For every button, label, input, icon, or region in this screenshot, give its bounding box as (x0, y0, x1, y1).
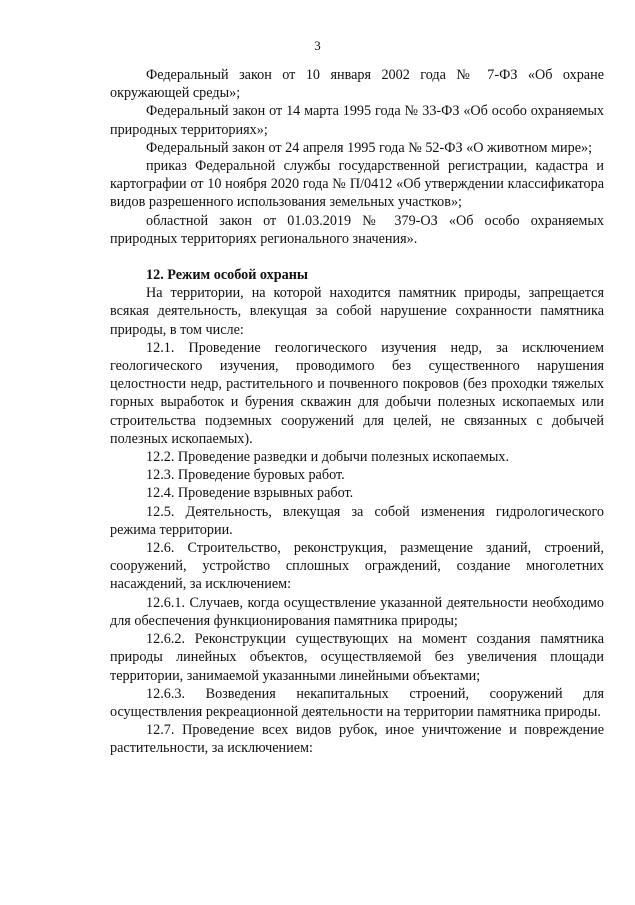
paragraph-regional-law: областной закон от 01.03.2019 № 379-ОЗ «Об особо охраняемых природных территориях регионального значения». (110, 212, 604, 247)
paragraph-12-6-1: 12.6.1. Случаев, когда осуществление указанной деятельности необходимо для обеспечения функционирования памятника природы; (110, 594, 604, 629)
section-heading: 12. Режим особой охраны (146, 267, 309, 284)
paragraph-order-rosreestr: приказ Федеральной службы государственной регистрации, кадастра и картографии от 10 ноября 2020 года № П/0412 «Об утверждении классификатора видов разрешенного использования земельных участков»; (110, 158, 604, 211)
paragraph-12-4: 12.4. Проведение взрывных работ. (146, 485, 354, 502)
paragraph-law-52fz: Федеральный закон от 24 апреля 1995 года № 52-ФЗ «О животном мире»; (146, 139, 593, 156)
page-number: 3 (314, 38, 321, 53)
document-body (110, 66, 604, 758)
paragraph-12-1: 12.1. Проведение геологического изучения недр, за исключением геологического изучения, проводимого без существенного нарушения целостности недр, растительного и почвенного покровов (без проходки тяжелых горных выработок и бурения скважин для добычи полезных ископаемых или строительства подземных сооружений для целей, не связанных с добычей полезных ископаемых). (110, 339, 604, 447)
paragraph-12-5: 12.5. Деятельность, влекущая за собой изменения гидрологического режима территории. (110, 503, 604, 538)
paragraph-intro: На территории, на которой находится памятник природы, запрещается всякая деятельность, влекущая за собой нарушение сохранности памятника природы, в том числе: (110, 285, 604, 338)
paragraph-12-3: 12.3. Проведение буровых работ. (146, 467, 345, 484)
paragraph-12-6-3: 12.6.3. Возведения некапитальных строений, сооружений для осуществления рекреационной деятельности на территории памятника природы. (110, 685, 604, 720)
paragraph-law-7fz: Федеральный закон от 10 января 2002 года № 7-ФЗ «Об охране окружающей среды»; (110, 67, 604, 102)
paragraph-12-2: 12.2. Проведение разведки и добычи полезных ископаемых. (146, 449, 509, 466)
paragraph-12-6: 12.6. Строительство, реконструкция, размещение зданий, строений, сооружений, устройство сплошных ограждений, создание многолетних насаждений, за исключением: (110, 540, 604, 593)
paragraph-12-6-2: 12.6.2. Реконструкции существующих на момент создания памятника природы линейных объектов, осуществляемой без увеличения площади территории, занимаемой указанными линейными объектами; (110, 631, 604, 684)
paragraph-12-7: 12.7. Проведение всех видов рубок, иное уничтожение и повреждение растительности, за исключением: (110, 722, 604, 757)
paragraph-law-33fz: Федеральный закон от 14 марта 1995 года № 33-ФЗ «Об особо охраняемых природных территориях»; (110, 103, 604, 138)
